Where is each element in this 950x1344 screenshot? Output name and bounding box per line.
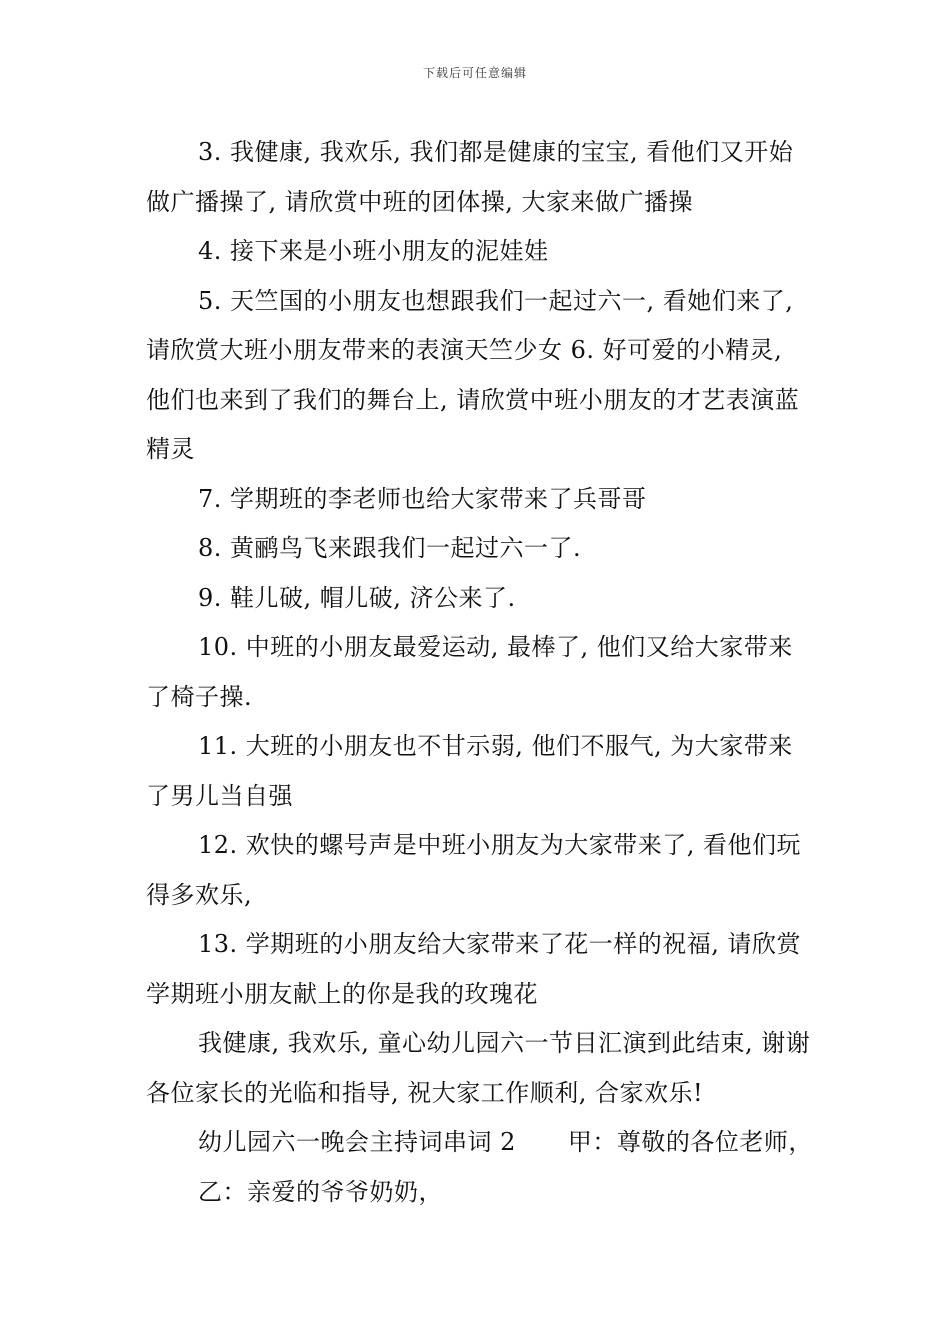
paragraph-8: 8. 黄鹂鸟飞来跟我们一起过六一了. xyxy=(198,534,582,562)
document-body xyxy=(146,128,814,1217)
section-title: 幼儿园六一晚会主持词串词 2 xyxy=(198,1128,516,1156)
speaker-a-line: 甲：尊敬的各位老师， xyxy=(567,1128,813,1156)
paragraph-7: 7. 学期班的李老师也给大家带来了兵哥哥 xyxy=(198,484,647,513)
paragraph-9: 9. 鞋儿破, 帽儿破, 济公来了. xyxy=(198,583,516,612)
paragraph-10: 10. 中班的小朋友最爱运动, 最棒了, 他们又给大家带来了椅子操. xyxy=(146,633,793,711)
closing-paragraph: 我健康, 我欢乐, 童心幼儿园六一节目汇演到此结束, 谢谢各位家长的光临和指导, 祝大家工作顺利, 合家欢乐! xyxy=(146,1029,811,1107)
paragraph-11: 11. 大班的小朋友也不甘示弱, 他们不服气, 为大家带来了男儿当自强 xyxy=(146,732,793,810)
paragraph-3: 3. 我健康, 我欢乐, 我们都是健康的宝宝, 看他们又开始做广播操了, 请欣赏中班的团体操, 大家来做广播操 xyxy=(146,138,794,216)
paragraph-13: 13. 学期班的小朋友给大家带来了花一样的祝福, 请欣赏学期班小朋友献上的你是我的玫瑰花 xyxy=(146,930,802,1008)
paragraph-12: 12. 欢快的螺号声是中班小朋友为大家带来了, 看他们玩得多欢乐, xyxy=(146,831,802,909)
paragraph-5-6: 5. 天竺国的小朋友也想跟我们一起过六一, 看她们来了, 请欣赏大班小朋友带来的表演天竺少女 6. 好可爱的小精灵, 他们也来到了我们的舞台上, 请欣赏中班小朋友的才艺表演蓝精灵 xyxy=(146,286,800,463)
speaker-b-line: 乙：亲爱的爷爷奶奶， xyxy=(198,1177,443,1206)
page-header: 下载后可任意编辑 xyxy=(422,66,527,80)
paragraph-4: 4. 接下来是小班小朋友的泥娃娃 xyxy=(198,237,549,265)
second-section-line xyxy=(146,1118,814,1168)
